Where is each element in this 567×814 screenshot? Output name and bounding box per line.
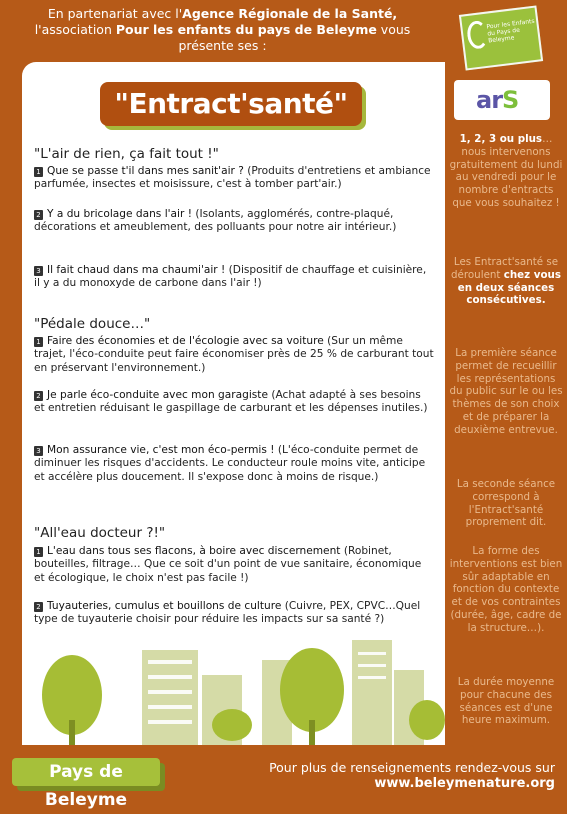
number-badge: 2 bbox=[34, 602, 43, 612]
sidebar-text: Les Entract'santé se déroulent bbox=[451, 256, 559, 281]
item-detail: (L'éco-conduite permet de diminuer les risques d'accidents. Le conducteur roule moins vite, anticipe et accélère plus doucement. Il s'expose donc à moins de risque.) bbox=[34, 444, 426, 483]
partner-logo-text: Pour les Enfants du Pays de Beleyme bbox=[486, 17, 535, 45]
section-title-eau: "All'eau docteur ?!" bbox=[34, 525, 166, 541]
number-badge: 1 bbox=[34, 547, 43, 557]
number-badge: 3 bbox=[34, 446, 43, 456]
logo-text: "Entract'santé" bbox=[100, 82, 362, 126]
item-lead: Je parle éco-conduite avec mon garagiste bbox=[47, 389, 268, 401]
list-item bbox=[34, 335, 434, 375]
item-lead: L'eau dans tous ses flacons, à boire avec discernement bbox=[47, 545, 341, 557]
sidebar-paragraph-1 bbox=[449, 133, 563, 210]
list-item bbox=[34, 444, 434, 484]
tree-left bbox=[42, 655, 102, 745]
list-item bbox=[34, 165, 434, 192]
number-badge: 2 bbox=[34, 210, 43, 220]
sidebar-paragraph-6: La durée moyenne pour chacune des séances est d'une heure maximum. bbox=[457, 676, 555, 727]
item-detail: (Sur un même trajet, l'éco-conduite peut faire économiser près de 25 % de carburant tout en préservant l'environnement.) bbox=[34, 335, 434, 374]
item-detail: (Produits d'entretiens et ambiance parfumée, insectes et moisissure, c'est à tomber part'air.) bbox=[34, 165, 431, 191]
number-badge: 2 bbox=[34, 391, 43, 401]
footer-text bbox=[225, 760, 555, 792]
partner-logo bbox=[459, 5, 543, 70]
sidebar-paragraph-4: La seconde séance correspond à l'Entract'santé proprement dit. bbox=[456, 478, 556, 529]
list-item bbox=[34, 208, 434, 235]
item-detail: (Robinet, bouteilles, filtrage… Que ce soit d'un point de vue sanitaire, économique et écologique, le choix n'est pas facile !) bbox=[34, 545, 422, 584]
header-line2-post: vous bbox=[376, 22, 411, 37]
number-badge: 3 bbox=[34, 266, 43, 276]
sidebar-paragraph-3: La première séance permet de recueillir les représentations du public sur le ou les thèmes de son choix et de préparer la deuxième entrevue. bbox=[449, 347, 563, 436]
city-illustration bbox=[22, 620, 445, 745]
number-badge: 1 bbox=[34, 337, 43, 347]
item-detail: (Cuivre, PEX, CPVC…Quel type de tuyauterie choisir pour réduire les impacts sur sa santé ?) bbox=[34, 600, 421, 626]
ars-logo-text: arS bbox=[476, 86, 519, 114]
sidebar-highlight: 1, 2, 3 ou plus bbox=[459, 133, 543, 145]
item-lead: Que se passe t'il dans mes sanit'air ? bbox=[47, 165, 244, 177]
footer-line: Pour plus de renseignements rendez-vous sur bbox=[269, 760, 555, 775]
item-lead: Y a du bricolage dans l'air ! bbox=[47, 208, 192, 220]
item-lead: Mon assurance vie, c'est mon éco-permis ! bbox=[47, 444, 275, 456]
item-lead: Il fait chaud dans ma chaumi'air ! bbox=[47, 264, 226, 276]
header-line1-pre: En partenariat avec l' bbox=[47, 6, 183, 21]
sidebar-text: … nous intervenons gratuitement du lundi au vendredi pour le nombre d'entracts que vous souhaitez ! bbox=[449, 133, 563, 209]
sidebar-highlight: chez vous en deux séances consécutives. bbox=[457, 268, 561, 307]
section-title-air: "L'air de rien, ça fait tout !" bbox=[34, 146, 219, 162]
list-item bbox=[34, 545, 434, 585]
sidebar-paragraph-2 bbox=[449, 256, 563, 307]
header bbox=[0, 0, 445, 64]
ars-logo bbox=[454, 80, 550, 120]
footer-logo: Pays de Beleyme bbox=[12, 758, 160, 786]
item-detail: (Achat adapté à ses besoins et entretien réduisant le gaspillage de carburant et les dépenses inutiles.) bbox=[34, 389, 428, 415]
entractsante-logo bbox=[100, 82, 362, 126]
header-line2-pre: l'association bbox=[34, 22, 116, 37]
header-line3: présente ses : bbox=[178, 38, 267, 53]
item-detail: (Dispositif de chauffage et cuisinière, il y a du monoxyde de carbone dans l'air !) bbox=[34, 264, 427, 290]
section-title-pedale: "Pédale douce…" bbox=[34, 316, 151, 332]
item-lead: Tuyauteries, cumulus et bouillons de culture bbox=[47, 600, 282, 612]
number-badge: 1 bbox=[34, 167, 43, 177]
website-link[interactable]: www.beleymenature.org bbox=[374, 776, 555, 791]
list-item bbox=[34, 389, 434, 416]
list-item bbox=[34, 264, 434, 291]
sidebar-paragraph-5: La forme des interventions est bien sûr adaptable en fonction du contexte et de vos contraintes (durée, âge, cadre de la structure…). bbox=[449, 545, 563, 634]
header-line2-bold: Pour les enfants du pays de Beleyme bbox=[115, 22, 377, 37]
item-lead: Faire des économies et de l'écologie avec sa voiture bbox=[47, 335, 324, 347]
header-line1-bold: Agence Régionale de la Santé, bbox=[182, 6, 398, 21]
item-detail: (Isolants, agglomérés, contre-plaqué, décorations et ameublement, des polluants pour notre air intérieur.) bbox=[34, 208, 397, 234]
